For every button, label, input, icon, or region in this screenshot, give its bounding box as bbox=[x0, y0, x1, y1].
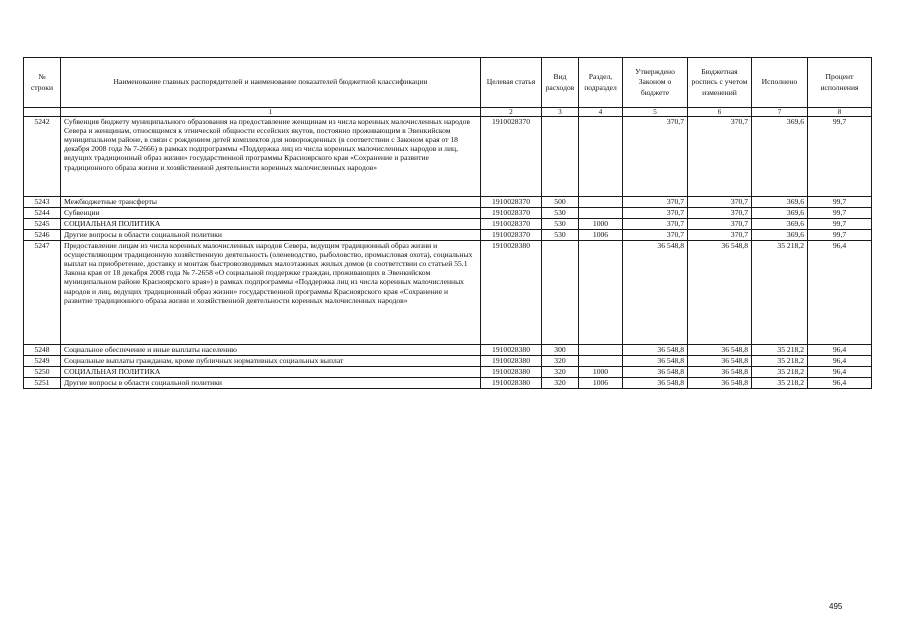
column-index-cell: 8 bbox=[808, 108, 872, 117]
header-executed: Исполнено bbox=[752, 58, 808, 108]
row-budget-list: 36 548,8 bbox=[688, 345, 752, 356]
column-index-cell: 2 bbox=[481, 108, 542, 117]
row-name: СОЦИАЛЬНАЯ ПОЛИТИКА bbox=[61, 367, 481, 378]
row-executed: 369,6 bbox=[752, 230, 808, 241]
budget-table bbox=[23, 57, 872, 389]
row-target-article: 1910028370 bbox=[481, 219, 542, 230]
column-index-cell: 4 bbox=[579, 108, 623, 117]
row-target-article: 1910028370 bbox=[481, 197, 542, 208]
row-expense-kind: 500 bbox=[542, 197, 579, 208]
row-approved: 36 548,8 bbox=[623, 241, 688, 345]
header-target-article: Целевая статья bbox=[481, 58, 542, 108]
column-index-cell: 1 bbox=[61, 108, 481, 117]
row-approved: 370,7 bbox=[623, 117, 688, 197]
header-row-number: № строки bbox=[24, 58, 61, 108]
row-expense-kind bbox=[542, 117, 579, 197]
row-approved: 370,7 bbox=[623, 230, 688, 241]
row-section bbox=[579, 356, 623, 367]
row-percent: 96,4 bbox=[808, 356, 872, 367]
row-expense-kind bbox=[542, 241, 579, 345]
row-budget-list: 36 548,8 bbox=[688, 241, 752, 345]
row-name: Социальное обеспечение и иные выплаты населению bbox=[61, 345, 481, 356]
table-row bbox=[24, 345, 872, 356]
row-executed: 35 218,2 bbox=[752, 367, 808, 378]
row-number: 5246 bbox=[24, 230, 61, 241]
row-number: 5250 bbox=[24, 367, 61, 378]
table-row bbox=[24, 219, 872, 230]
row-executed: 369,6 bbox=[752, 117, 808, 197]
row-section: 1000 bbox=[579, 367, 623, 378]
row-expense-kind: 300 bbox=[542, 345, 579, 356]
row-target-article: 1910028380 bbox=[481, 345, 542, 356]
table-row bbox=[24, 356, 872, 367]
row-expense-kind: 530 bbox=[542, 208, 579, 219]
row-percent: 99,7 bbox=[808, 197, 872, 208]
column-index-blank bbox=[24, 108, 61, 117]
row-number: 5249 bbox=[24, 356, 61, 367]
row-percent: 96,4 bbox=[808, 378, 872, 389]
row-target-article: 1910028370 bbox=[481, 117, 542, 197]
table-row bbox=[24, 197, 872, 208]
row-name: Другие вопросы в области социальной политики bbox=[61, 378, 481, 389]
table-row bbox=[24, 241, 872, 345]
row-executed: 35 218,2 bbox=[752, 241, 808, 345]
row-name: Субвенции bbox=[61, 208, 481, 219]
row-number: 5244 bbox=[24, 208, 61, 219]
row-section bbox=[579, 345, 623, 356]
row-approved: 370,7 bbox=[623, 219, 688, 230]
row-expense-kind: 320 bbox=[542, 356, 579, 367]
row-budget-list: 36 548,8 bbox=[688, 356, 752, 367]
row-section: 1000 bbox=[579, 219, 623, 230]
column-index-cell: 3 bbox=[542, 108, 579, 117]
row-section bbox=[579, 117, 623, 197]
row-target-article: 1910028380 bbox=[481, 241, 542, 345]
row-target-article: 1910028380 bbox=[481, 378, 542, 389]
row-section bbox=[579, 197, 623, 208]
column-index-row bbox=[24, 108, 872, 117]
row-approved: 36 548,8 bbox=[623, 345, 688, 356]
row-name: Субвенция бюджету муниципального образования на предоставление женщинам из числа коренных малочисленных народов Севера и женщинам, относящимся к этнической общности ессейских якутов, постоянно проживающим в Эвенкийском муниципальном районе, в связи с рождением детей комплектов для новорожденных (в соответствии с Законом края от 18 декабря 2008 года № 7-2666) в рамках подпрограммы «Поддержка лиц из числа коренных малочисленных народов и лиц, ведущих традиционный образ жизни» государственной программы Красноярского края «Сохранение и развитие традиционного образа жизни и хозяйственной деятельности коренных малочисленных народов» bbox=[61, 117, 481, 197]
row-percent: 96,4 bbox=[808, 345, 872, 356]
header-expense-kind: Вид расходов bbox=[542, 58, 579, 108]
row-percent: 96,4 bbox=[808, 367, 872, 378]
row-approved: 36 548,8 bbox=[623, 356, 688, 367]
row-number: 5248 bbox=[24, 345, 61, 356]
row-executed: 369,6 bbox=[752, 197, 808, 208]
row-section: 1006 bbox=[579, 378, 623, 389]
row-percent: 99,7 bbox=[808, 230, 872, 241]
row-expense-kind: 530 bbox=[542, 230, 579, 241]
row-percent: 99,7 bbox=[808, 219, 872, 230]
table-body bbox=[24, 117, 872, 389]
row-approved: 370,7 bbox=[623, 197, 688, 208]
row-executed: 369,6 bbox=[752, 219, 808, 230]
row-expense-kind: 530 bbox=[542, 219, 579, 230]
row-name: Предоставление лицам из числа коренных малочисленных народов Севера, ведущим традиционный образ жизни и осуществляющим традиционную хозяйственную деятельность (оленеводство, рыболовство, промысловая охота), социальных выплат на приобретение, доставку и монтаж быстровозводимых малоэтажных жилых домов (в соответствии со статьей 55.1 Закона края от 18 декабря 2008 года № 7-2658 «О социальной поддержке граждан, проживающих в Эвенкийском муниципальном районе Красноярского края») в рамках подпрограммы «Поддержка лиц из числа коренных малочисленных народов и лиц, ведущих традиционный образ жизни» государственной программы Красноярского края «Сохранение и развитие традиционного образа жизни и хозяйственной деятельности коренных малочисленных народов» bbox=[61, 241, 481, 345]
row-number: 5242 bbox=[24, 117, 61, 197]
table-row bbox=[24, 208, 872, 219]
row-percent: 99,7 bbox=[808, 117, 872, 197]
header-row bbox=[24, 58, 872, 108]
row-section bbox=[579, 241, 623, 345]
row-percent: 99,7 bbox=[808, 208, 872, 219]
row-budget-list: 370,7 bbox=[688, 219, 752, 230]
row-target-article: 1910028370 bbox=[481, 208, 542, 219]
row-approved: 370,7 bbox=[623, 208, 688, 219]
row-section bbox=[579, 208, 623, 219]
table-row bbox=[24, 378, 872, 389]
row-target-article: 1910028380 bbox=[481, 367, 542, 378]
row-approved: 36 548,8 bbox=[623, 367, 688, 378]
row-target-article: 1910028370 bbox=[481, 230, 542, 241]
row-budget-list: 36 548,8 bbox=[688, 378, 752, 389]
row-executed: 35 218,2 bbox=[752, 345, 808, 356]
row-executed: 369,6 bbox=[752, 208, 808, 219]
header-percent: Процент исполнения bbox=[808, 58, 872, 108]
table-row bbox=[24, 117, 872, 197]
row-expense-kind: 320 bbox=[542, 367, 579, 378]
row-name: Межбюджетные трансферты bbox=[61, 197, 481, 208]
column-index-cell: 6 bbox=[688, 108, 752, 117]
row-number: 5245 bbox=[24, 219, 61, 230]
row-name: Другие вопросы в области социальной политики bbox=[61, 230, 481, 241]
row-number: 5251 bbox=[24, 378, 61, 389]
header-approved: Утверждено Законом о бюджете bbox=[623, 58, 688, 108]
page-number: 495 bbox=[829, 602, 843, 611]
row-budget-list: 370,7 bbox=[688, 117, 752, 197]
row-executed: 35 218,2 bbox=[752, 378, 808, 389]
row-target-article: 1910028380 bbox=[481, 356, 542, 367]
header-section: Раздел, подраздел bbox=[579, 58, 623, 108]
table-row bbox=[24, 230, 872, 241]
header-name: Наименование главных распорядителей и наименование показателей бюджетной классификации bbox=[61, 58, 481, 108]
row-section: 1006 bbox=[579, 230, 623, 241]
row-budget-list: 370,7 bbox=[688, 197, 752, 208]
row-executed: 35 218,2 bbox=[752, 356, 808, 367]
row-approved: 36 548,8 bbox=[623, 378, 688, 389]
column-index-cell: 5 bbox=[623, 108, 688, 117]
row-number: 5243 bbox=[24, 197, 61, 208]
row-budget-list: 36 548,8 bbox=[688, 367, 752, 378]
header-budget-list: Бюджетная роспись с учетом изменений bbox=[688, 58, 752, 108]
row-budget-list: 370,7 bbox=[688, 208, 752, 219]
column-index-cell: 7 bbox=[752, 108, 808, 117]
row-name: Социальные выплаты гражданам, кроме публичных нормативных социальных выплат bbox=[61, 356, 481, 367]
row-percent: 96,4 bbox=[808, 241, 872, 345]
table-row bbox=[24, 367, 872, 378]
row-expense-kind: 320 bbox=[542, 378, 579, 389]
row-budget-list: 370,7 bbox=[688, 230, 752, 241]
row-number: 5247 bbox=[24, 241, 61, 345]
row-name: СОЦИАЛЬНАЯ ПОЛИТИКА bbox=[61, 219, 481, 230]
